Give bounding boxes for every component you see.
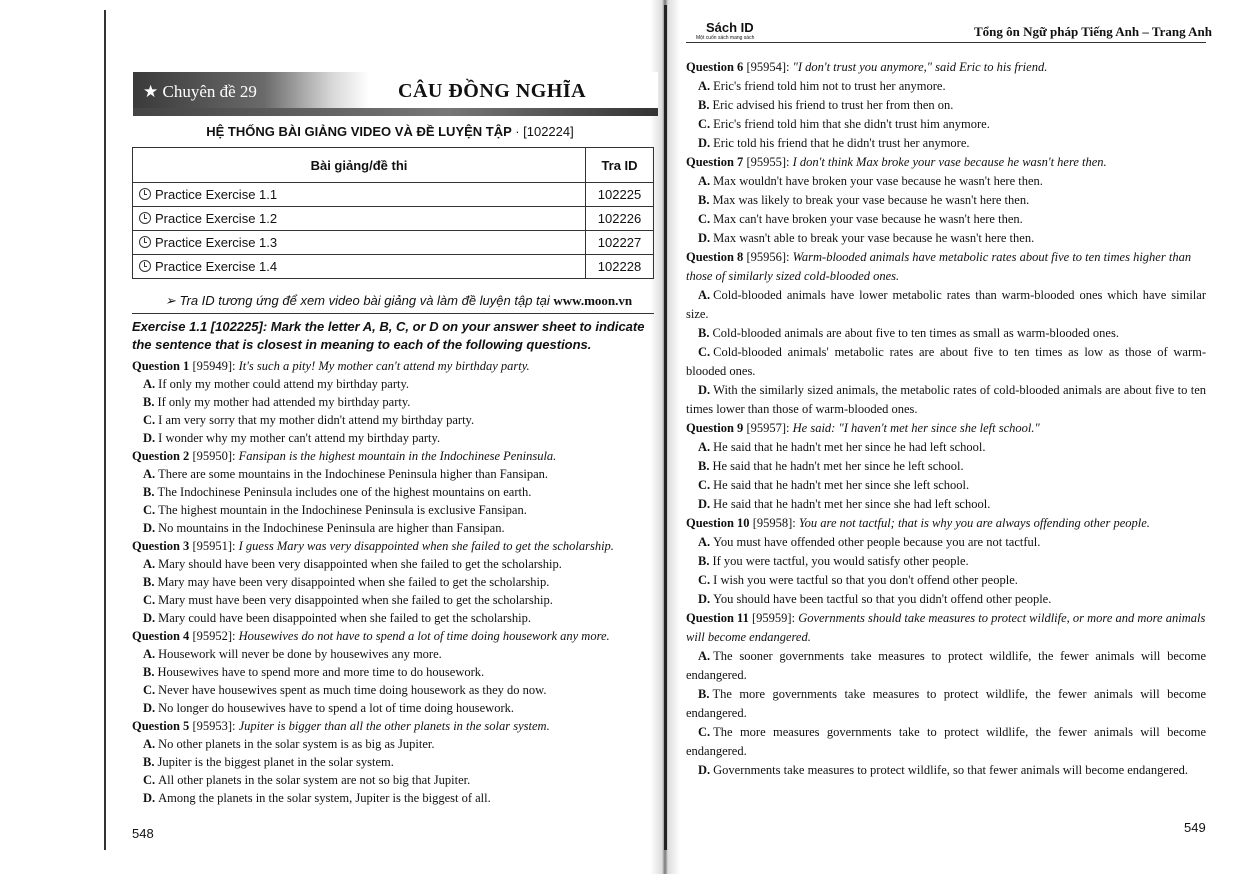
note-site-link[interactable]: www.moon.vn	[553, 293, 633, 308]
option-letter: A.	[143, 467, 156, 481]
question-code: [95954]:	[746, 60, 790, 74]
option-letter: D.	[698, 136, 711, 150]
answer-option	[686, 723, 1206, 761]
option-text: Max was likely to break your vase because he wasn't here then.	[712, 193, 1030, 207]
arrow-icon: ➢	[165, 293, 176, 308]
option-text: The sooner governments take measures to protect wildlife, the fewer animals will become endangered.	[686, 649, 1206, 682]
left-questions	[132, 357, 657, 807]
answer-option	[132, 501, 657, 519]
answer-option	[132, 393, 657, 411]
option-text: Mary should have been very disappointed when she failed to get the scholarship.	[158, 557, 562, 571]
question-prompt: Housewives do not have to spend a lot of time doing housework any more.	[238, 629, 610, 643]
question-code: [95950]:	[192, 449, 236, 463]
question-prompt: I don't think Max broke your vase because he wasn't here then.	[792, 155, 1107, 169]
option-text: No other planets in the solar system is as big as Jupiter.	[158, 737, 435, 751]
option-text: The highest mountain in the Indochinese Peninsula is exclusive Fansipan.	[158, 503, 527, 517]
question-number: Question 5	[132, 719, 190, 733]
question-code: [95957]:	[746, 421, 790, 435]
question-number: Question 7	[686, 155, 744, 169]
table-header-row	[133, 148, 654, 183]
question-heading	[686, 58, 1206, 77]
question-code: [95952]:	[192, 629, 236, 643]
option-text: No mountains in the Indochinese Peninsula are higher than Fansipan.	[158, 521, 505, 535]
question-heading	[132, 537, 657, 555]
answer-option	[132, 735, 657, 753]
option-letter: B.	[143, 755, 155, 769]
option-text: Among the planets in the solar system, Jupiter is the biggest of all.	[158, 791, 491, 805]
option-letter: B.	[143, 485, 155, 499]
answer-option	[132, 681, 657, 699]
option-text: The Indochinese Peninsula includes one of the highest mountains on earth.	[157, 485, 532, 499]
question-code: [95959]:	[752, 611, 796, 625]
answer-option	[686, 685, 1206, 723]
answer-option	[132, 375, 657, 393]
lesson-id: 102227	[586, 231, 654, 255]
answer-option	[132, 609, 657, 627]
option-text: No longer do housewives have to spend a lot of time doing housework.	[158, 701, 514, 715]
question-prompt: You are not tactful; that is why you are always offending other people.	[798, 516, 1150, 530]
option-text: He said that he hadn't met her since he had left school.	[713, 440, 986, 454]
option-letter: A.	[698, 288, 711, 302]
question-number: Question 3	[132, 539, 190, 553]
option-letter: B.	[698, 554, 710, 568]
option-letter: C.	[698, 345, 711, 359]
option-text: He said that he hadn't met her since he left school.	[712, 459, 964, 473]
option-letter: B.	[698, 687, 710, 701]
question-prompt: I guess Mary was very disappointed when she failed to get the scholarship.	[238, 539, 614, 553]
option-text: You must have offended other people because you are not tactful.	[713, 535, 1041, 549]
answer-option	[686, 191, 1206, 210]
page-number-left: 548	[132, 826, 154, 841]
option-letter: B.	[698, 459, 710, 473]
answer-option	[686, 77, 1206, 96]
option-text: Cold-blooded animals have lower metabolic rates than warm-blooded ones which have similar size.	[686, 288, 1206, 321]
answer-option	[132, 483, 657, 501]
note-rule	[132, 313, 654, 314]
lesson-cell	[133, 183, 586, 207]
option-text: With the similarly sized animals, the metabolic rates of cold-blooded animals are about five to ten times lower than those of warm-blooded ones.	[686, 383, 1206, 416]
question-heading	[132, 717, 657, 735]
question-heading	[686, 419, 1206, 438]
answer-option	[686, 495, 1206, 514]
answer-option	[686, 134, 1206, 153]
answer-option	[686, 533, 1206, 552]
question-prompt: "I don't trust you anymore," said Eric to his friend.	[792, 60, 1048, 74]
answer-option	[686, 229, 1206, 248]
question-prompt: Fansipan is the highest mountain in the Indochinese Peninsula.	[238, 449, 557, 463]
option-letter: D.	[698, 763, 711, 777]
option-text: You should have been tactful so that you didn't offend other people.	[713, 592, 1052, 606]
option-letter: A.	[143, 377, 156, 391]
option-letter: B.	[143, 395, 155, 409]
right-page	[678, 0, 1218, 874]
option-text: He said that he hadn't met her since she had left school.	[713, 497, 991, 511]
question-heading	[132, 627, 657, 645]
option-text: Eric's friend told him not to trust her anymore.	[713, 79, 946, 93]
option-letter: D.	[698, 497, 711, 511]
system-title-text: HỆ THỐNG BÀI GIẢNG VIDEO VÀ ĐỀ LUYỆN TẬP	[206, 124, 512, 139]
option-text: Housework will never be done by housewives any more.	[158, 647, 442, 661]
answer-option	[132, 519, 657, 537]
option-letter: D.	[143, 791, 156, 805]
option-text: Housewives have to spend more and more time to do housework.	[157, 665, 485, 679]
lesson-cell	[133, 207, 586, 231]
option-letter: C.	[698, 478, 711, 492]
option-text: Governments take measures to protect wildlife, so that fewer animals will become endangered.	[713, 763, 1188, 777]
answer-option	[686, 476, 1206, 495]
option-letter: D.	[698, 231, 711, 245]
lesson-id: 102228	[586, 255, 654, 279]
running-header-title: Tổng ôn Ngữ pháp Tiếng Anh – Trang Anh	[973, 24, 1212, 39]
question-number: Question 11	[686, 611, 749, 625]
answer-option	[132, 429, 657, 447]
chapter-title: CÂU ĐỒNG NGHĨA	[398, 80, 587, 102]
answer-option	[686, 324, 1206, 343]
question-code: [95958]:	[752, 516, 796, 530]
option-letter: D.	[698, 592, 711, 606]
answer-option	[686, 286, 1206, 324]
answer-option	[686, 571, 1206, 590]
option-text: All other planets in the solar system are not so big that Jupiter.	[158, 773, 471, 787]
option-letter: C.	[698, 725, 711, 739]
lesson-name[interactable]: Practice Exercise 1.4	[155, 259, 278, 274]
clock-icon	[139, 236, 151, 248]
option-letter: A.	[698, 535, 711, 549]
lesson-cell	[133, 231, 586, 255]
table-row[interactable]	[133, 207, 654, 231]
option-text: Max can't have broken your vase because he wasn't here then.	[713, 212, 1023, 226]
question-heading	[132, 357, 657, 375]
answer-option	[686, 172, 1206, 191]
option-text: Mary must have been very disappointed when she failed to get the scholarship.	[158, 593, 553, 607]
question-code: [95951]:	[192, 539, 236, 553]
question-code: [95956]:	[746, 250, 790, 264]
option-text: There are some mountains in the Indochinese Peninsula higher than Fansipan.	[158, 467, 548, 481]
answer-option	[132, 555, 657, 573]
option-letter: B.	[698, 193, 710, 207]
answer-option	[132, 789, 657, 807]
option-letter: B.	[143, 575, 155, 589]
option-text: Eric told his friend that he didn't trust her anymore.	[713, 136, 970, 150]
option-letter: A.	[143, 737, 156, 751]
option-text: Max wouldn't have broken your vase because he wasn't here then.	[713, 174, 1043, 188]
option-letter: C.	[698, 573, 711, 587]
left-page	[120, 0, 660, 874]
option-text: Eric's friend told him that she didn't trust him anymore.	[713, 117, 990, 131]
option-text: If only my mother had attended my birthday party.	[157, 395, 411, 409]
brand-tagline: Một cuốn sách mang sách	[696, 35, 755, 41]
option-letter: C.	[143, 413, 156, 427]
question-heading	[132, 447, 657, 465]
answer-option	[132, 591, 657, 609]
question-number: Question 2	[132, 449, 190, 463]
option-text: Jupiter is the biggest planet in the solar system.	[157, 755, 394, 769]
option-letter: B.	[143, 665, 155, 679]
note-text: Tra ID tương ứng để xem video bài giảng và làm đề luyện tập tại	[179, 293, 550, 308]
option-text: If only my mother could attend my birthday party.	[158, 377, 410, 391]
question-code: [95953]:	[192, 719, 236, 733]
answer-option	[132, 699, 657, 717]
lesson-id: 102226	[586, 207, 654, 231]
option-letter: C.	[143, 683, 156, 697]
answer-option	[686, 647, 1206, 685]
lesson-name[interactable]: Practice Exercise 1.3	[155, 235, 278, 250]
option-letter: A.	[698, 440, 711, 454]
option-letter: D.	[143, 521, 156, 535]
option-letter: C.	[698, 117, 711, 131]
question-prompt: It's such a pity! My mother can't attend my birthday party.	[238, 359, 530, 373]
banner-rule	[133, 108, 658, 116]
table-row[interactable]	[133, 255, 654, 279]
lesson-cell	[133, 255, 586, 279]
option-text: Eric advised his friend to trust her from then on.	[712, 98, 954, 112]
option-letter: C.	[143, 773, 156, 787]
question-prompt: Governments should take measures to protect wildlife, or more and more animals will become endangered.	[686, 611, 1206, 644]
option-letter: A.	[698, 649, 711, 663]
option-text: He said that he hadn't met her since she left school.	[713, 478, 970, 492]
question-code: [95949]:	[192, 359, 236, 373]
question-number: Question 6	[686, 60, 744, 74]
table-row[interactable]	[133, 231, 654, 255]
chapter-banner	[133, 72, 658, 116]
answer-option	[686, 343, 1206, 381]
question-number: Question 9	[686, 421, 744, 435]
table-header-id: Tra ID	[586, 148, 654, 183]
option-text: Max wasn't able to break your vase because he wasn't here then.	[713, 231, 1035, 245]
answer-option	[686, 761, 1206, 780]
lesson-name[interactable]: Practice Exercise 1.2	[155, 211, 278, 226]
header-rule	[686, 42, 1206, 43]
option-letter: C.	[143, 503, 156, 517]
brand-name: Sách ID	[706, 20, 754, 35]
option-text: Never have housewives spent as much time doing housework as they do now.	[158, 683, 547, 697]
spine-line	[664, 5, 667, 850]
option-letter: D.	[698, 383, 711, 397]
question-number: Question 4	[132, 629, 190, 643]
option-text: Cold-blooded animals' metabolic rates are about five to ten times as low as those of warm-blooded ones.	[686, 345, 1206, 378]
option-letter: A.	[698, 79, 711, 93]
margin-line	[104, 10, 106, 850]
option-letter: A.	[143, 647, 156, 661]
clock-icon	[139, 212, 151, 224]
right-questions	[686, 58, 1206, 780]
question-number: Question 8	[686, 250, 744, 264]
option-letter: D.	[143, 611, 156, 625]
option-text: I wish you were tactful so that you don't offend other people.	[713, 573, 1018, 587]
system-title	[120, 124, 660, 139]
option-letter: B.	[698, 98, 710, 112]
answer-option	[132, 771, 657, 789]
lesson-table	[132, 147, 654, 279]
clock-icon	[139, 260, 151, 272]
lesson-id: 102225	[586, 183, 654, 207]
answer-option	[686, 210, 1206, 229]
question-prompt: He said: "I haven't met her since she left school."	[792, 421, 1040, 435]
page-number-right: 549	[1184, 820, 1206, 835]
option-text: Mary could have been disappointed when she failed to get the scholarship.	[158, 611, 531, 625]
option-text: Mary may have been very disappointed when she failed to get the scholarship.	[157, 575, 550, 589]
answer-option	[686, 438, 1206, 457]
option-text: The more measures governments take to protect wildlife, the fewer animals will become endangered.	[686, 725, 1206, 758]
option-letter: C.	[143, 593, 156, 607]
chapter-label: ★ Chuyên đề 29	[143, 82, 257, 101]
option-text: I wonder why my mother can't attend my birthday party.	[158, 431, 441, 445]
answer-option	[132, 411, 657, 429]
option-letter: B.	[698, 326, 710, 340]
system-id: · [102224]	[515, 124, 574, 139]
option-text: The more governments take measures to protect wildlife, the fewer animals will become endangered.	[686, 687, 1206, 720]
option-text: Cold-blooded animals are about five to ten times as small as warm-blooded ones.	[712, 326, 1119, 340]
answer-option	[132, 663, 657, 681]
video-note	[165, 293, 655, 309]
lesson-name[interactable]: Practice Exercise 1.1	[155, 187, 278, 202]
answer-option	[132, 573, 657, 591]
option-letter: D.	[143, 431, 156, 445]
answer-option	[686, 552, 1206, 571]
answer-option	[132, 645, 657, 663]
answer-option	[686, 115, 1206, 134]
question-code: [95955]:	[746, 155, 790, 169]
question-heading	[686, 153, 1206, 172]
question-heading	[686, 609, 1206, 647]
table-row[interactable]	[133, 183, 654, 207]
answer-option	[132, 753, 657, 771]
clock-icon	[139, 188, 151, 200]
option-text: I am very sorry that my mother didn't attend my birthday party.	[158, 413, 475, 427]
option-text: If you were tactful, you would satisfy other people.	[712, 554, 969, 568]
answer-option	[686, 590, 1206, 609]
option-letter: A.	[143, 557, 156, 571]
question-prompt: Jupiter is bigger than all the other planets in the solar system.	[238, 719, 550, 733]
question-number: Question 10	[686, 516, 750, 530]
question-heading	[686, 514, 1206, 533]
answer-option	[686, 96, 1206, 115]
answer-option	[686, 457, 1206, 476]
table-header-lesson: Bài giảng/đề thi	[133, 148, 586, 183]
option-letter: A.	[698, 174, 711, 188]
answer-option	[132, 465, 657, 483]
question-prompt: Warm-blooded animals have metabolic rates about five to ten times higher than those of similarly sized cold-blooded ones.	[686, 250, 1192, 283]
exercise-instruction: Exercise 1.1 [102225]: Mark the letter A, B, C, or D on your answer sheet to indicate the sentence that is closest in meaning to each of the following questions.	[132, 319, 645, 352]
option-letter: D.	[143, 701, 156, 715]
option-letter: C.	[698, 212, 711, 226]
question-heading	[686, 248, 1206, 286]
question-number: Question 1	[132, 359, 190, 373]
answer-option	[686, 381, 1206, 419]
